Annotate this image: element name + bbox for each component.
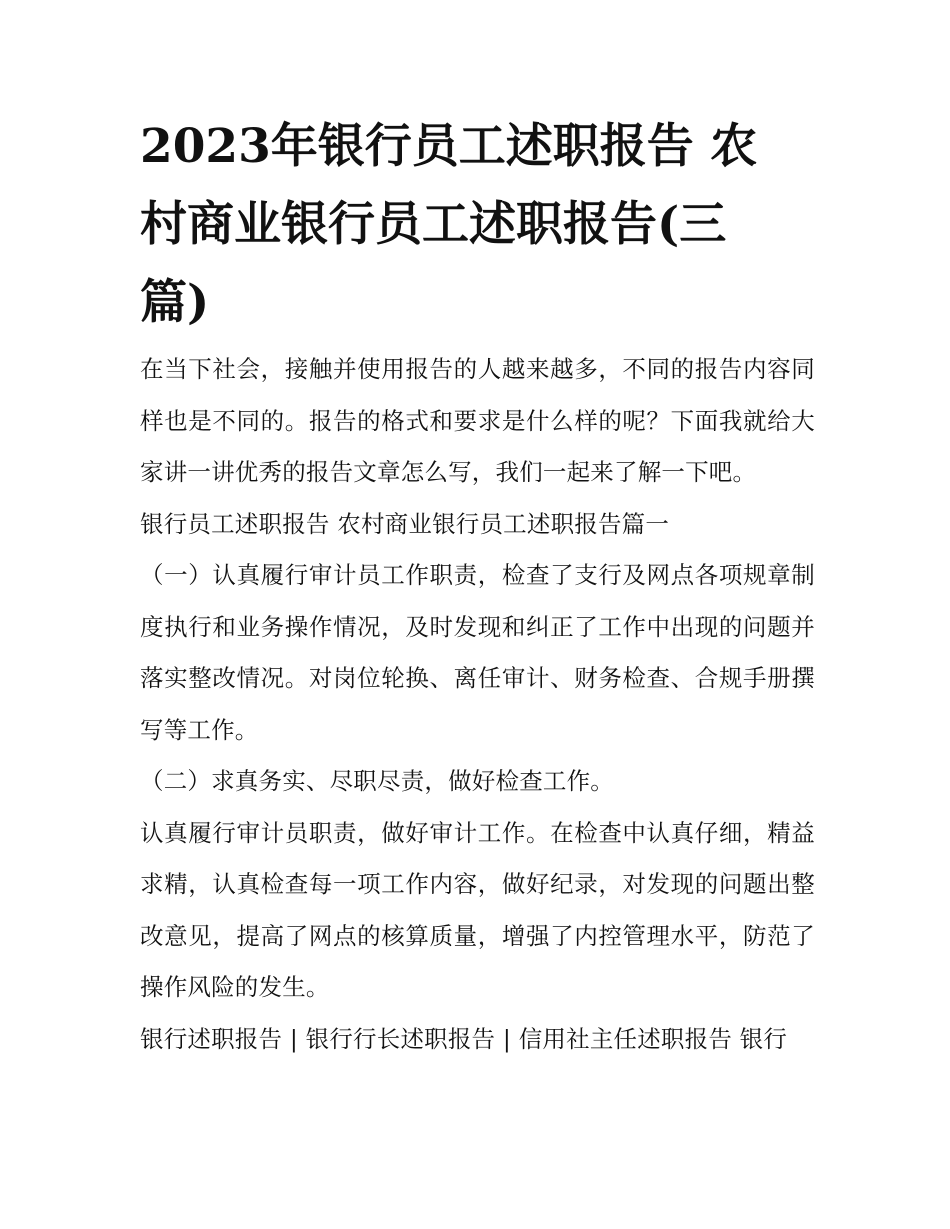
document-page — [140, 108, 815, 1065]
intro-paragraph: 在当下社会，接触并使用报告的人越来越多，不同的报告内容同样也是不同的。报告的格式和要求是什么样的呢？下面我就给大家讲一讲优秀的报告文章怎么写，我们一起来了解一下吧。 — [140, 355, 815, 486]
body-paragraph: （二）求真务实、尽职尽责，做好检查工作。 — [140, 767, 614, 795]
body-paragraph: 认真履行审计员职责，做好审计工作。在检查中认真仔细，精益求精，认真检查每一项工作内容，做好纪录，对发现的问题出整改意见，提高了网点的核算质量，增强了内控管理水平，防范了操作风险的发生。 — [140, 818, 815, 1001]
section-heading: 银行员工述职报告 农村商业银行员工述职报告篇一 — [140, 509, 670, 538]
document-title: 2023年银行员工述职报告 农村商业银行员工述职报告(三篇) — [140, 119, 758, 330]
related-links-line: 银行述职报告 | 银行行长述职报告 | 信用社主任述职报告 银行 — [140, 1024, 788, 1053]
body-paragraph: （一）认真履行审计员工作职责，检查了支行及网点各项规章制度执行和业务操作情况，及时发现和纠正了工作中出现的问题并落实整改情况。对岗位轮换、离任审计、财务检查、合规手册撰写等工作。 — [140, 561, 815, 744]
